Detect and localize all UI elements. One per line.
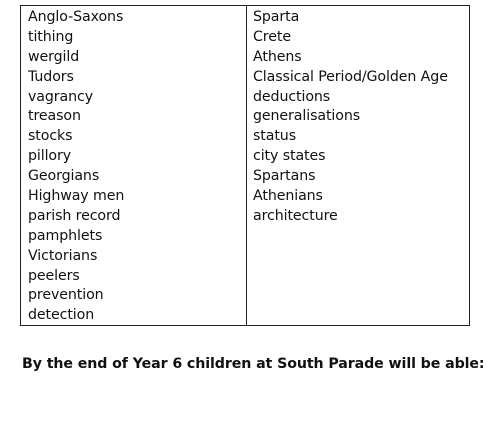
vocab-term: vagrancy — [28, 88, 94, 105]
vocab-term: Tudors — [28, 68, 74, 85]
vocab-term: Classical Period/Golden Age — [253, 68, 448, 85]
vocab-term: pamphlets — [28, 227, 103, 244]
vocab-term: prevention — [28, 287, 104, 304]
vocab-term: Anglo-Saxons — [28, 9, 124, 25]
vocab-term: Sparta — [253, 9, 300, 25]
vocab-term: parish record — [28, 207, 121, 224]
vocab-term: wergild — [28, 48, 80, 65]
vocab-term: Georgians — [28, 168, 100, 185]
vocab-term: status — [253, 128, 296, 145]
vocab-term: deductions — [253, 88, 331, 105]
vocab-term: tithing — [28, 28, 74, 45]
vocab-term: generalisations — [253, 108, 361, 125]
year-6-statement: By the end of Year 6 children at South Parade will be able: — [22, 356, 485, 372]
vocab-term: Athenians — [253, 188, 323, 205]
vocab-term: Crete — [253, 28, 291, 45]
vocabulary-column-right — [247, 6, 469, 325]
vocab-term: treason — [28, 108, 81, 125]
vocab-term: pillory — [28, 148, 72, 165]
vocab-term: Victorians — [28, 247, 98, 264]
vocab-term: stocks — [28, 128, 73, 145]
vocab-term: Athens — [253, 48, 302, 65]
vocab-term: architecture — [253, 207, 338, 224]
vocab-term: city states — [253, 148, 326, 165]
vocab-term: Highway men — [28, 188, 125, 205]
vocabulary-column-left — [21, 6, 247, 325]
vocab-term: detection — [28, 307, 95, 324]
vocab-term: Spartans — [253, 168, 316, 185]
vocabulary-table — [20, 5, 470, 326]
vocab-term: peelers — [28, 267, 80, 284]
